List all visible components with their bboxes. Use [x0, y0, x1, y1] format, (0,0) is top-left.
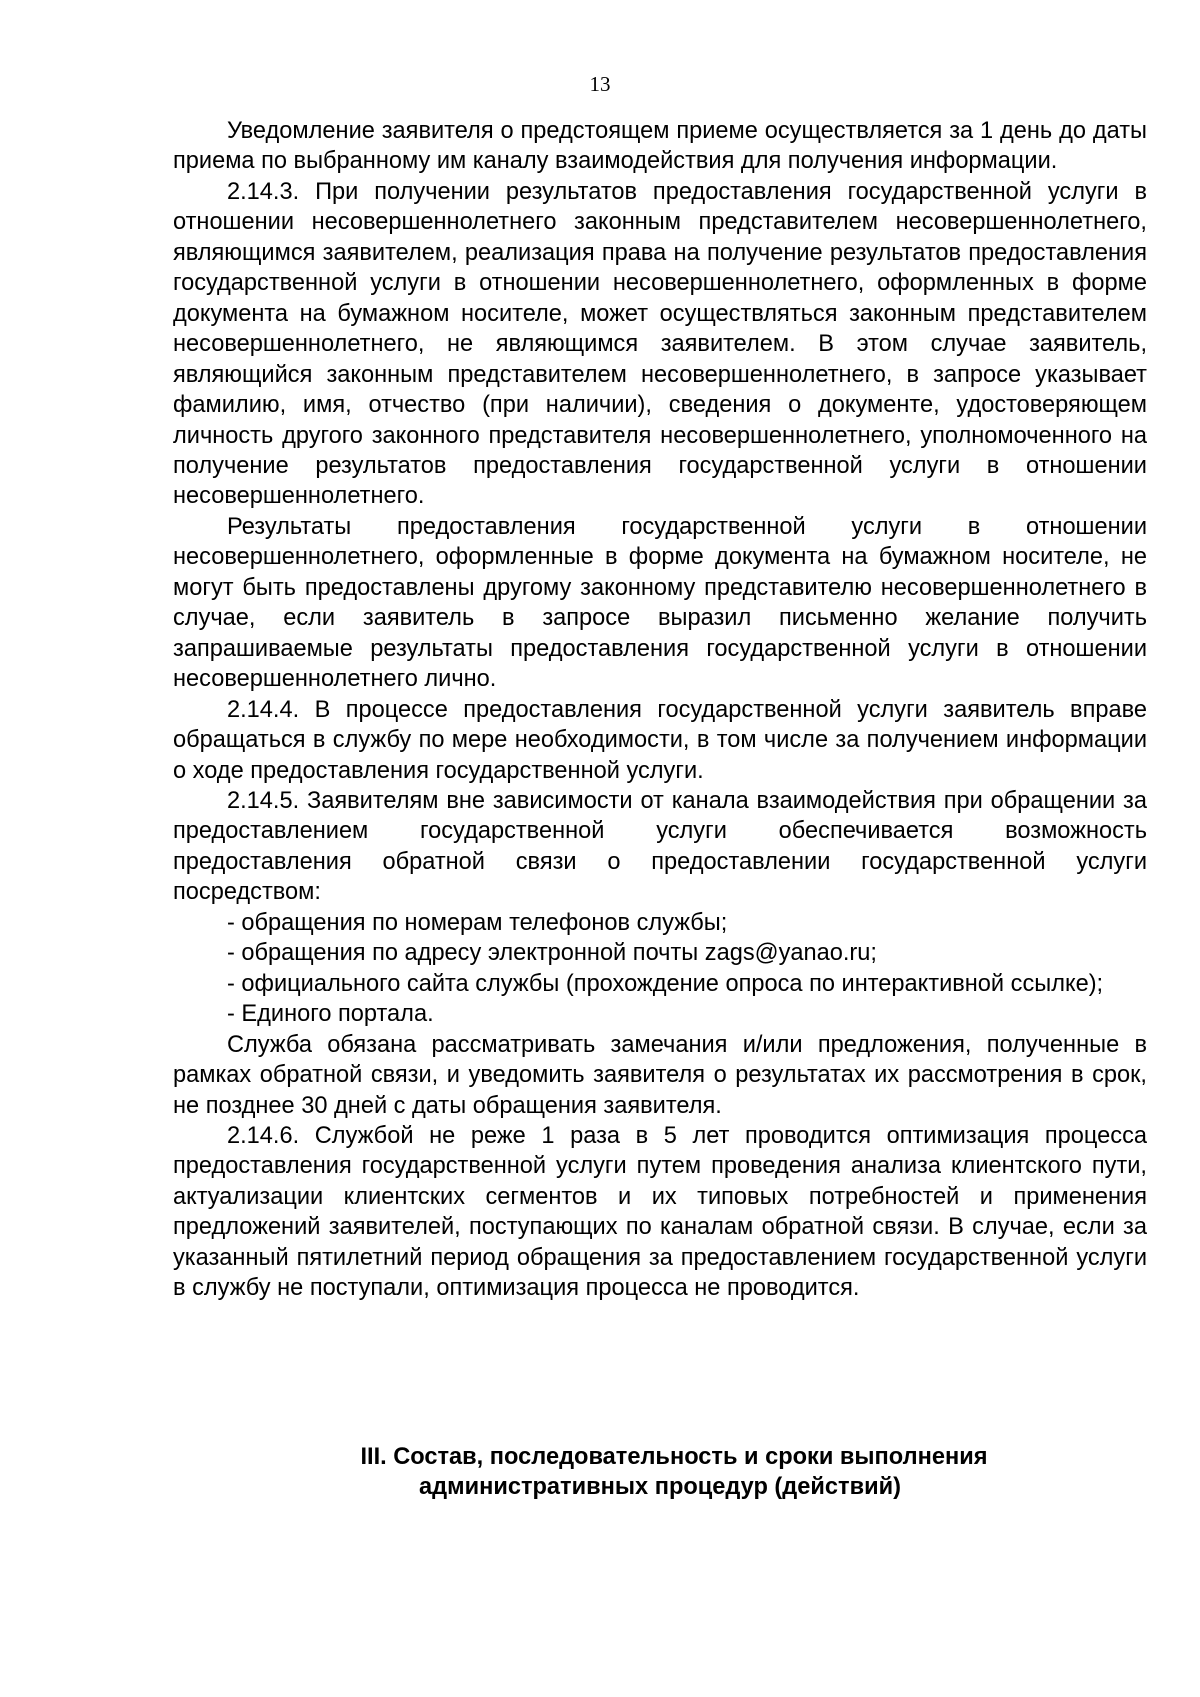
- paragraph-2-14-6: 2.14.6. Службой не реже 1 раза в 5 лет проводится оптимизация процесса предоставления государственной услуги путем проведения анализа клиентского пути, актуализации клиентских сегментов и их типовых потребностей и применения предложений заявителей, поступающих по каналам обратной связи. В случае, если за указанный пятилетний период обращения за предоставлением государственной услуги в службу не поступали, оптимизация процесса не проводится.: [173, 1122, 1147, 1302]
- list-item-website: - официального сайта службы (прохождение опроса по интерактивной ссылке);: [227, 970, 1104, 997]
- paragraph-notification: Уведомление заявителя о предстоящем приеме осуществляется за 1 день до даты приема по выбранному им каналу взаимодействия для получения информации.: [173, 118, 1147, 175]
- list-item-portal: - Единого портала.: [227, 1001, 434, 1028]
- paragraph-service-obligation: Служба обязана рассматривать замечания и/или предложения, полученные в рамках обратной связи, и уведомить заявителя о результатах их рассмотрения в срок, не позднее 30 дней с даты обращения заявителя.: [173, 1031, 1147, 1119]
- page-number: 13: [589, 72, 611, 96]
- paragraph-2-14-4: 2.14.4. В процессе предоставления государственной услуги заявитель вправе обращаться в службу по мере необходимости, в том числе за получением информации о ходе предоставления государственной услуги.: [173, 696, 1147, 784]
- document-body: [173, 116, 1147, 1304]
- paragraph-2-14-3: 2.14.3. При получении результатов предоставления государственной услуги в отношении несовершеннолетнего законным представителем несовершеннолетнего, являющимся заявителем, реализация права на получение результатов предоставления государственной услуги в отношении несовершеннолетнего, оформленных в форме документа на бумажном носителе, может осуществляться законным представителем несовершеннолетнего, не являющимся заявителем. В этом случае заявитель, являющийся законным представителем несовершеннолетнего, в запросе указывает фамилию, имя, отчество (при наличии), сведения о документе, удостоверяющем личность другого законного представителя несовершеннолетнего, уполномоченного на получение результатов предоставления государственной услуги в отношении несовершеннолетнего.: [173, 178, 1147, 510]
- section-heading-line-2: административных процедур (действий): [419, 1474, 901, 1500]
- section-heading: [173, 1442, 1147, 1502]
- list-item-phone: - обращения по номерам телефонов службы;: [227, 909, 728, 936]
- list-item-email: - обращения по адресу электронной почты zags@yanao.ru;: [227, 940, 877, 967]
- section-heading-line-1: III. Состав, последовательность и сроки выполнения: [360, 1444, 988, 1470]
- paragraph-2-14-5: 2.14.5. Заявителям вне зависимости от канала взаимодействия при обращении за предоставлением государственной услуги обеспечивается возможность предоставления обратной связи о предоставлении государственной услуги посредством:: [173, 787, 1147, 906]
- paragraph-results-minor: Результаты предоставления государственной услуги в отношении несовершеннолетнего, оформленные в форме документа на бумажном носителе, не могут быть предоставлены другому законному представителю несовершеннолетнего в случае, если заявитель в запросе выразил письменно желание получить запрашиваемые результаты предоставления государственной услуги в отношении несовершеннолетнего лично.: [173, 513, 1147, 693]
